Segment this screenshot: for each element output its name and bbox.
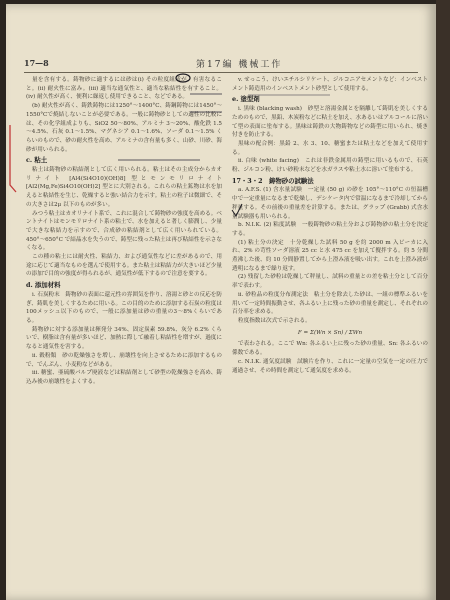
section-heading: e. 塗型剤: [232, 95, 260, 104]
paragraph: 黒味の配合例：黒鉛 2、水 3、10、糖蜜または粘土などを加えて使用する。: [232, 140, 428, 156]
page-header: [24, 56, 418, 73]
chapter-title: 第17編 機械工作: [196, 60, 283, 70]
right-text-column: [232, 76, 428, 600]
paragraph: v. せっこう、けいエチルシリケート、ジルコニアセメントなど：インベストメント鋳造用のインベストメント砂型として使用する。: [232, 77, 428, 92]
paragraph: 鋳物砂に対する添加量は揮発分 34%、固定炭素 59.8%、灰分 6.2% くらいで、樹脂は含有量が多いほど、加熱に際して融着し粘結性を増すが、過度になると通気性を害する。: [26, 326, 222, 351]
binding-edge: [436, 0, 450, 600]
paragraph: この種の粘土には耐火性、粘結力、および通気性などに差があるので、用途に応じて適当なものを選んで使用する。また粘土は粘結力が大きいほど少量の添加で目的の強度が得られるが、通気性が低下するので注意を要する。: [26, 254, 222, 278]
page-number: 17—8: [24, 58, 49, 68]
left-text-column: [26, 76, 222, 600]
paragraph: (2) 残留した砂粒は乾燥して秤量し、試料の重量との差を粘土分として百分率で表わす。: [232, 274, 428, 290]
paragraph: 粒度指数は次式で示される。: [238, 317, 311, 324]
section-heading: 17・3・2 鋳物砂の試験法: [232, 176, 314, 185]
paragraph: c. N.I.K. 通気度試験 試験片を作り、これに一定量の空気を一定の圧力で通過させ、その時間を測定して通気度を求める。: [232, 358, 428, 374]
paragraph: b. N.I.K. (2) 粘度試験 一般鋳物砂の粘土分および鋳物砂の粘土分を決定する。: [232, 222, 428, 237]
section-heading: d. 添加材料: [26, 281, 61, 290]
paragraph: みつう粘土はカオリナイト系で、これに混合して鋳物砂の強度を高める。ベントナイトはモンモリロナイト系の粘土で、水を加えると著しく膨潤し、少量で大きな粘結力を示すので、合成砂の粘結剤として広く用いられている。450°～650°C で結晶水を失うので、鋳型に残った粘土は再び粘結性を示さなくなる。: [26, 210, 222, 252]
paragraph: i. 黒味 (blacking wash) 砂型と溶湯金属とを隔離して鋳肌を美しくするためのもので、黒鉛、木炭粉などに粘土を加え、水あるいはアルコールに溶いて型の表面に塗布する。黒味は鋳鉄の大物鋳物などの鋳型に用いられ、焼き付きを防止する。: [232, 106, 428, 139]
paragraph: a. A.F.S. (1) 含水量試験 一定量 (50 g) の砂を 105°～110°C の恒温槽中で一定重量になるまで乾燥し、デシケータ内で常温になるまで冷却してから秤量する。その前後の重量差を計算する。または、グラップ (Grabb) 式含水量試験器も用いられる。: [232, 187, 428, 220]
paragraph: (b) 耐火性が高く、鋳鉄鋳物には1250°～1400°C、鋳鋼鋳物には1450°～1550°Cで焼結しないことが必要である。一般に鋳物砂としての適性の比較には、その化学組成よりも、SiO2 50～80%、アルミナ 3～20%、酸化鉄 1.5～4.5%、石灰 0.1～1.5%、マグネシア 0.1～1.6%、ソーダ 0.1～1.5% くらいのもので、砂の耐火性を高め、アルミナの含有量も多く、山砂、川砂、海砂が用いられる。: [26, 103, 222, 153]
paragraph: で表わされる。ここで Wn: 各ふるい上に残った砂の重量、Sn: 各ふるいの係数である。: [232, 341, 428, 357]
paragraph: 粘土は鋳物砂の粘結剤として広く用いられる。粘土はその主成分からカオリナイト [Al4(Si4O10)(OH)8] 型とモンモリロナイト [Al2(Mg,Fe)Si4O10(OH)2] 型とに大別される。これらの粘土鉱物は水を加えると粘結性を生じ、乾燥すると強い結合力を示す。粘土の粒子は微細で、その大きさは2μ 以下のものが多い。: [26, 167, 222, 208]
paragraph: iii. 糖蜜、亜硫酸パルプ廃液などは粘結剤として砂型の乾燥強さを高め、鋳込み後の崩壊性をよくする。: [26, 370, 222, 385]
paragraph: ii. 砂粒品の粒度分布測定法 粘土分を除去した砂は、一組の標準ふるいを用いて一定時間振動させ、各ふるい上に残った砂の重量を測定し、それぞれの百分率を求める。: [232, 291, 428, 316]
paragraph: ii. 穀粉類 砂の乾燥強さを増し、崩壊性を向上させるために添加するもので、でんぷん、小麦粉などがある。: [26, 352, 222, 368]
paragraph: 量を含有する。鋳物砂に適するには砂は(i) その粒度組成が、有害なること。(ii) 耐火性に富み。(iii) 適当な通気性と、適当な粘結性を有すること。(iv) 耐久性が高く、便利に繰返し使用できること、などである。: [26, 77, 222, 101]
paragraph: (1) 粘土分の決定 十分乾燥した試料 50 g を約 2000 m 入ビーカに入れ、2% の苛性ソーダ溶液 25 cc と水 475 cc を加えて攪拌する。約 5 分間煮沸した後、約 10 分間静置してから上澄み液を吸い出す。これを上澄み液が透明になるまで繰り返す。: [232, 239, 428, 272]
paragraph: ii. 白味 (white facing) これは非鉄金属用の鋳型に用いるもので、石英粉、ジルコン粉、けい砂粉末などを水ガラスや粘土水に溶いて塗布する。: [232, 158, 428, 174]
book-page: [6, 4, 436, 600]
paragraph: i. 石炭粉末 鋳物砂の表面に還元性の雰囲気を作り、溶湯と砂との反応を防ぎ、鋳肌を美しくするために用いる。この目的のために添加する石炭の粒度は100メッシュ以下のもので、一般に添加量は砂の重量の3～8%くらいである。: [26, 291, 222, 324]
formula: F = Σ(Wn × Sn) / ΣWn: [297, 329, 363, 336]
section-heading: c. 粘土: [26, 156, 48, 165]
